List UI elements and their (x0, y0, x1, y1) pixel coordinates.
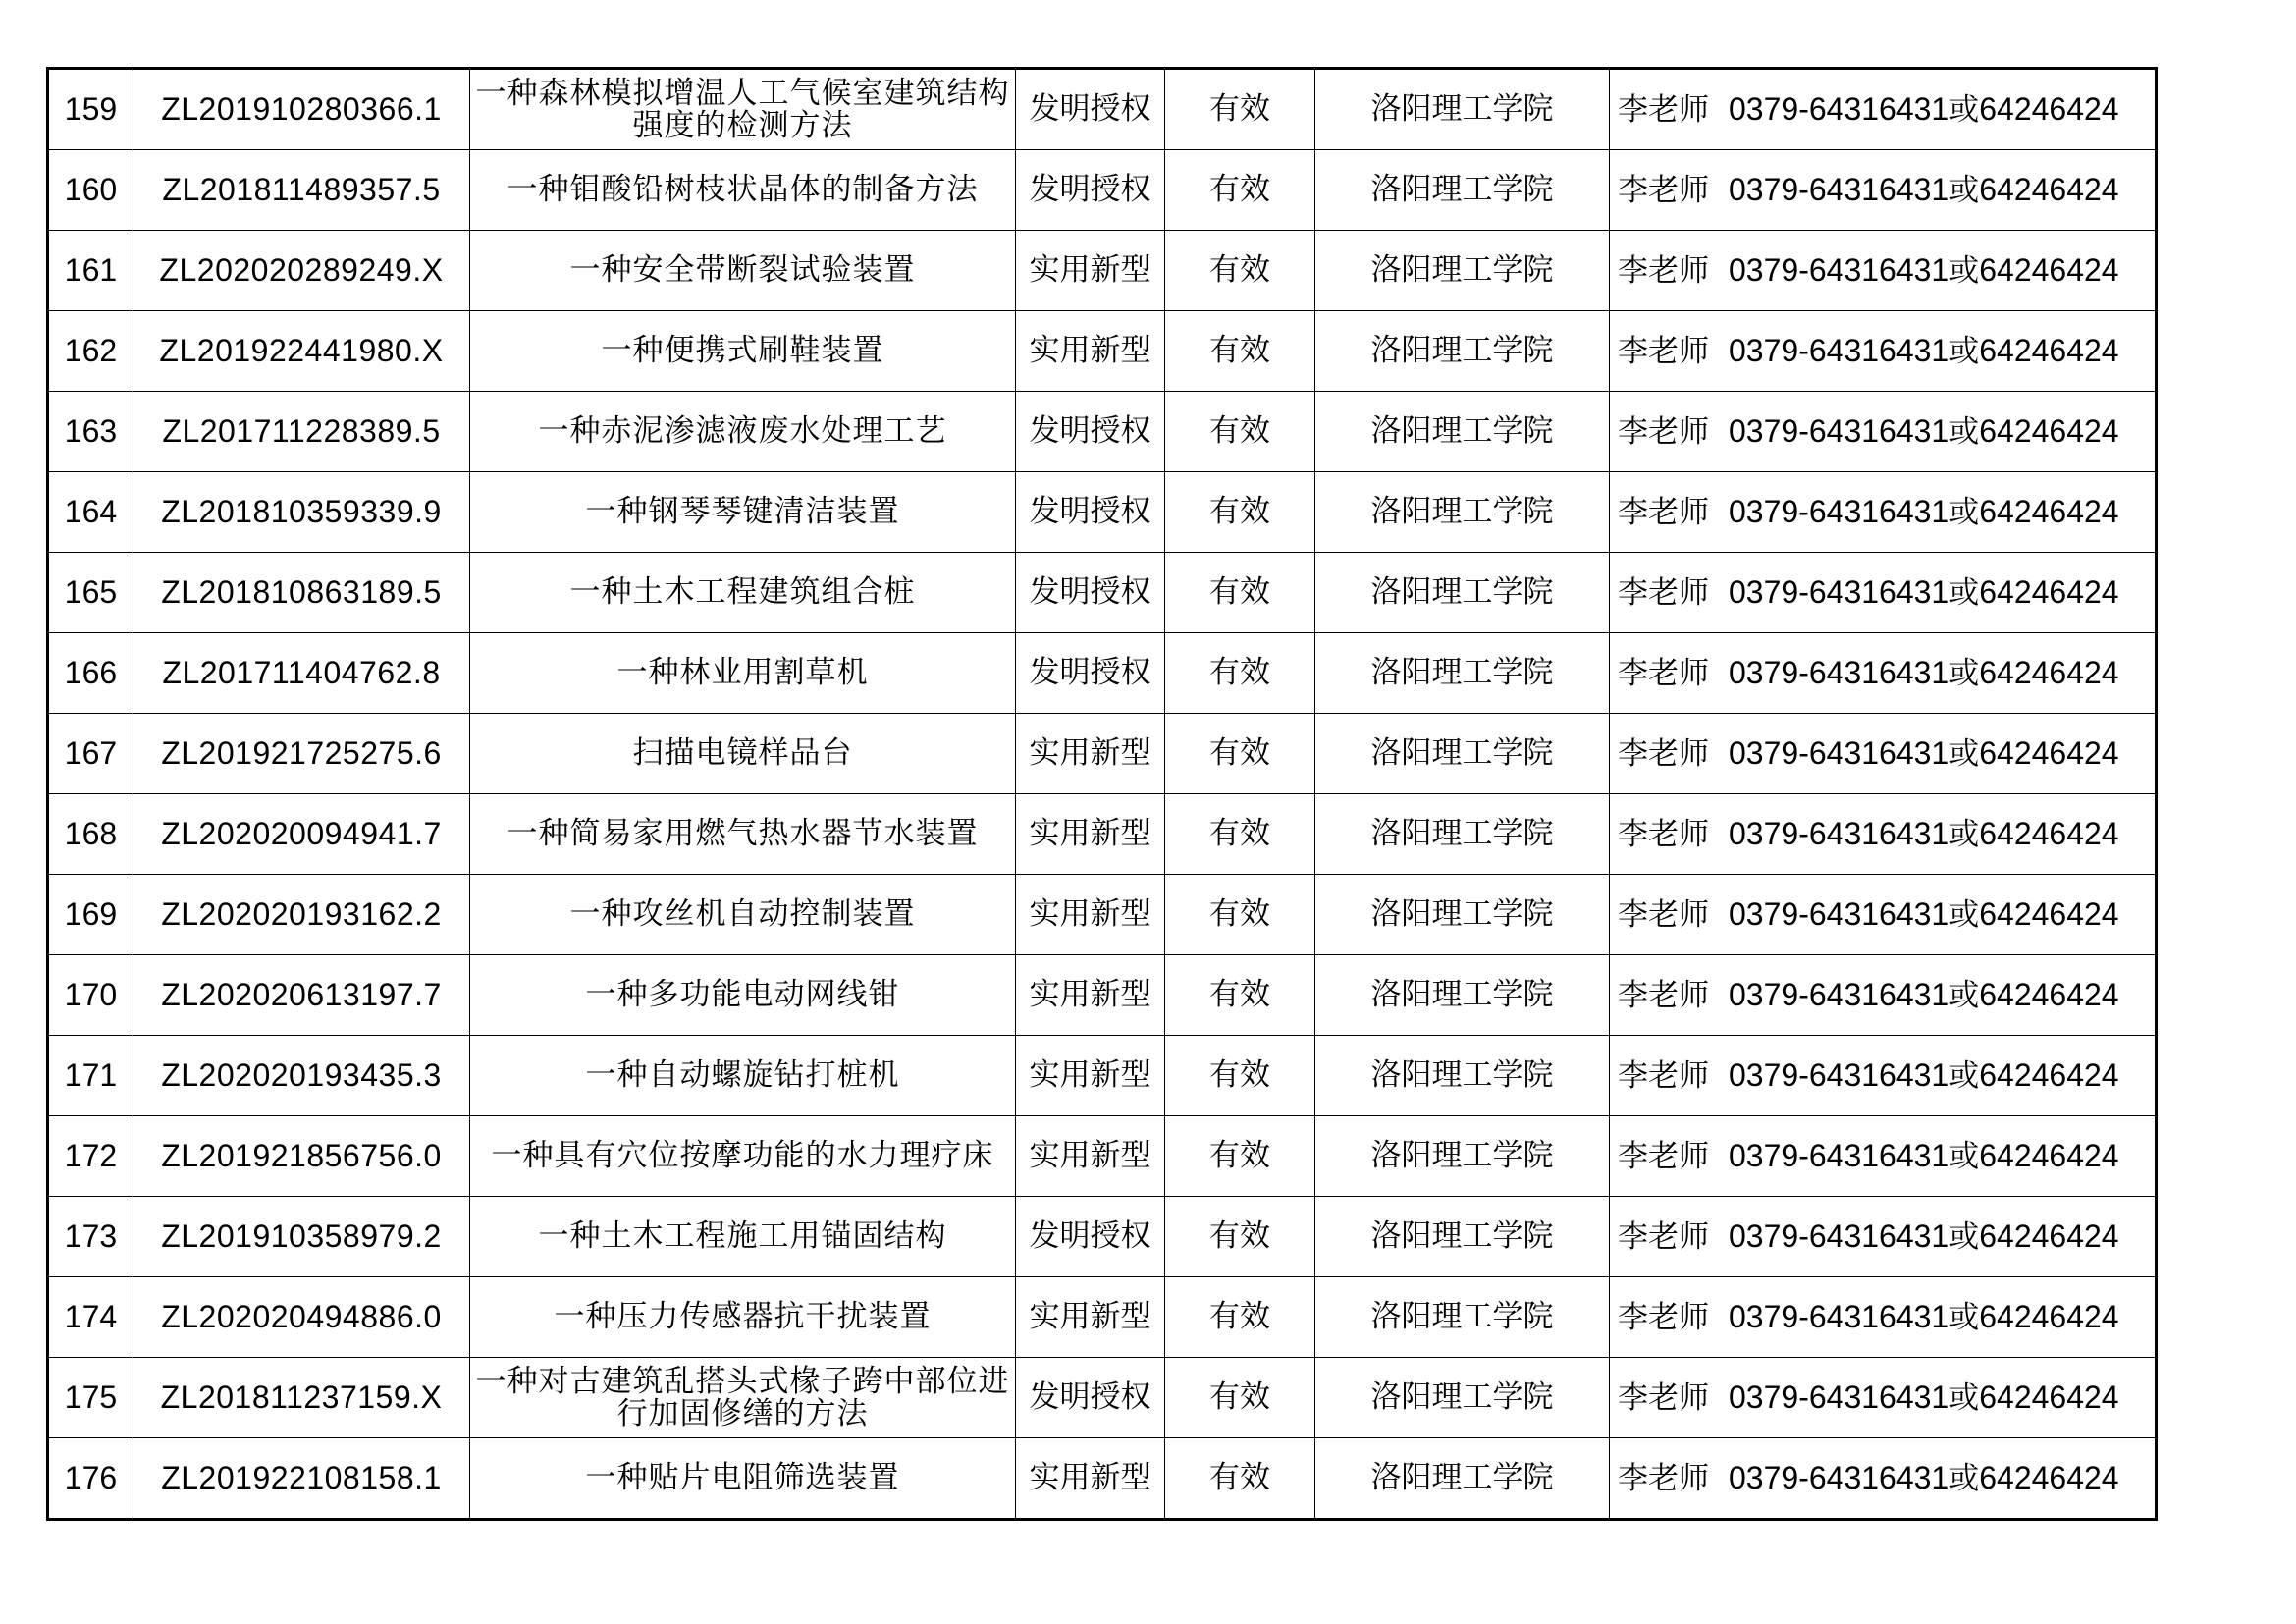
contact-person: 李老师 (1618, 1460, 1709, 1496)
contact-phone-secondary: 64246424 (1979, 1379, 2119, 1415)
legal-status: 有效 (1165, 392, 1315, 472)
contact-or: 或 (1949, 735, 1980, 772)
patent-holder: 洛阳理工学院 (1315, 472, 1610, 553)
patent-name: 一种对古建筑乱搭头式椽子跨中部位进行加固修缮的方法 (470, 1358, 1016, 1438)
patent-type: 实用新型 (1016, 1116, 1165, 1197)
patent-type: 发明授权 (1016, 69, 1165, 150)
contact-cell (1610, 69, 2157, 150)
table-row (48, 1438, 2157, 1520)
contact-phone-secondary: 64246424 (1979, 976, 2119, 1012)
patent-type: 实用新型 (1016, 1277, 1165, 1358)
row-number: 162 (48, 311, 133, 392)
legal-status: 有效 (1165, 714, 1315, 794)
legal-status: 有效 (1165, 1036, 1315, 1116)
patent-type: 发明授权 (1016, 392, 1165, 472)
legal-status: 有效 (1165, 1277, 1315, 1358)
patent-number: ZL201810863189.5 (133, 553, 470, 633)
contact-or: 或 (1949, 1380, 1980, 1416)
legal-status: 有效 (1165, 794, 1315, 875)
patent-holder: 洛阳理工学院 (1315, 1358, 1610, 1438)
patent-type: 实用新型 (1016, 1438, 1165, 1520)
patent-name: 一种自动螺旋钻打桩机 (470, 1036, 1016, 1116)
patent-number: ZL201921856756.0 (133, 1116, 470, 1197)
patent-number: ZL201921725275.6 (133, 714, 470, 794)
patent-name: 一种简易家用燃气热水器节水装置 (470, 794, 1016, 875)
contact-cell (1610, 311, 2157, 392)
contact-or: 或 (1949, 252, 1980, 289)
table-row (48, 69, 2157, 150)
patent-type: 实用新型 (1016, 955, 1165, 1036)
patent-number: ZL201711404762.8 (133, 633, 470, 714)
contact-or: 或 (1949, 1218, 1980, 1255)
table-row (48, 794, 2157, 875)
patent-type: 实用新型 (1016, 794, 1165, 875)
contact-person: 李老师 (1618, 1299, 1709, 1335)
table-row (48, 231, 2157, 311)
table-row (48, 714, 2157, 794)
row-number: 173 (48, 1197, 133, 1277)
contact-phone-secondary: 64246424 (1979, 573, 2119, 610)
table-row (48, 150, 2157, 231)
row-number: 171 (48, 1036, 133, 1116)
patent-type: 实用新型 (1016, 231, 1165, 311)
contact-phone-primary: 0379-64316431 (1729, 412, 1949, 449)
row-number: 161 (48, 231, 133, 311)
contact-or: 或 (1949, 977, 1980, 1013)
contact-cell (1610, 1277, 2157, 1358)
row-number: 164 (48, 472, 133, 553)
contact-cell (1610, 1358, 2157, 1438)
contact-person: 李老师 (1618, 91, 1709, 128)
patent-holder: 洛阳理工学院 (1315, 714, 1610, 794)
contact-cell (1610, 633, 2157, 714)
patent-name: 一种贴片电阻筛选装置 (470, 1438, 1016, 1520)
contact-person: 李老师 (1618, 172, 1709, 208)
legal-status: 有效 (1165, 1438, 1315, 1520)
patent-holder: 洛阳理工学院 (1315, 633, 1610, 714)
contact-phone-primary: 0379-64316431 (1729, 734, 1949, 771)
contact-phone-primary: 0379-64316431 (1729, 1056, 1949, 1093)
legal-status: 有效 (1165, 231, 1315, 311)
patent-type: 实用新型 (1016, 714, 1165, 794)
patent-number: ZL202020193162.2 (133, 875, 470, 955)
contact-or: 或 (1949, 896, 1980, 933)
contact-or: 或 (1949, 574, 1980, 611)
patent-number: ZL202020094941.7 (133, 794, 470, 875)
contact-phone-secondary: 64246424 (1979, 1459, 2119, 1495)
table-row (48, 553, 2157, 633)
table-row (48, 1036, 2157, 1116)
patent-name: 一种钼酸铅树枝状晶体的制备方法 (470, 150, 1016, 231)
patent-type: 发明授权 (1016, 472, 1165, 553)
patent-number: ZL201922441980.X (133, 311, 470, 392)
contact-phone-secondary: 64246424 (1979, 654, 2119, 690)
patent-number: ZL202020289249.X (133, 231, 470, 311)
patent-holder: 洛阳理工学院 (1315, 150, 1610, 231)
contact-cell (1610, 1036, 2157, 1116)
patent-name: 一种土木工程施工用锚固结构 (470, 1197, 1016, 1277)
contact-phone-primary: 0379-64316431 (1729, 1137, 1949, 1173)
patent-rows (48, 69, 2157, 1520)
contact-person: 李老师 (1618, 735, 1709, 772)
patent-holder: 洛阳理工学院 (1315, 392, 1610, 472)
contact-phone-secondary: 64246424 (1979, 90, 2119, 127)
patent-type: 实用新型 (1016, 311, 1165, 392)
patent-type: 发明授权 (1016, 1197, 1165, 1277)
row-number: 172 (48, 1116, 133, 1197)
patent-holder: 洛阳理工学院 (1315, 1438, 1610, 1520)
legal-status: 有效 (1165, 875, 1315, 955)
contact-or: 或 (1949, 655, 1980, 691)
table-row (48, 472, 2157, 553)
contact-phone-secondary: 64246424 (1979, 1298, 2119, 1334)
row-number: 176 (48, 1438, 133, 1520)
patent-holder: 洛阳理工学院 (1315, 311, 1610, 392)
row-number: 167 (48, 714, 133, 794)
patent-type: 发明授权 (1016, 553, 1165, 633)
patent-holder: 洛阳理工学院 (1315, 1116, 1610, 1197)
patent-holder: 洛阳理工学院 (1315, 1036, 1610, 1116)
contact-person: 李老师 (1618, 333, 1709, 369)
contact-cell (1610, 231, 2157, 311)
contact-phone-primary: 0379-64316431 (1729, 976, 1949, 1012)
contact-phone-primary: 0379-64316431 (1729, 1379, 1949, 1415)
contact-cell (1610, 472, 2157, 553)
contact-cell (1610, 1438, 2157, 1520)
row-number: 174 (48, 1277, 133, 1358)
contact-person: 李老师 (1618, 1218, 1709, 1255)
patent-holder: 洛阳理工学院 (1315, 69, 1610, 150)
contact-or: 或 (1949, 413, 1980, 450)
contact-phone-secondary: 64246424 (1979, 171, 2119, 207)
contact-person: 李老师 (1618, 413, 1709, 450)
patent-name: 一种攻丝机自动控制装置 (470, 875, 1016, 955)
contact-phone-secondary: 64246424 (1979, 1056, 2119, 1093)
contact-phone-secondary: 64246424 (1979, 251, 2119, 288)
contact-or: 或 (1949, 333, 1980, 369)
contact-phone-primary: 0379-64316431 (1729, 251, 1949, 288)
contact-phone-primary: 0379-64316431 (1729, 654, 1949, 690)
contact-phone-secondary: 64246424 (1979, 734, 2119, 771)
contact-person: 李老师 (1618, 896, 1709, 933)
row-number: 170 (48, 955, 133, 1036)
contact-phone-primary: 0379-64316431 (1729, 1298, 1949, 1334)
patent-type: 实用新型 (1016, 1036, 1165, 1116)
contact-or: 或 (1949, 1299, 1980, 1335)
contact-cell (1610, 794, 2157, 875)
contact-or: 或 (1949, 494, 1980, 530)
patent-name: 一种赤泥渗滤液废水处理工艺 (470, 392, 1016, 472)
patent-number: ZL201910280366.1 (133, 69, 470, 150)
patent-holder: 洛阳理工学院 (1315, 875, 1610, 955)
patent-number: ZL201922108158.1 (133, 1438, 470, 1520)
contact-phone-secondary: 64246424 (1979, 1137, 2119, 1173)
row-number: 159 (48, 69, 133, 150)
legal-status: 有效 (1165, 150, 1315, 231)
table-row (48, 311, 2157, 392)
contact-phone-primary: 0379-64316431 (1729, 171, 1949, 207)
contact-phone-primary: 0379-64316431 (1729, 332, 1949, 368)
contact-cell (1610, 392, 2157, 472)
patent-name: 一种具有穴位按摩功能的水力理疗床 (470, 1116, 1016, 1197)
contact-phone-secondary: 64246424 (1979, 895, 2119, 932)
contact-cell (1610, 875, 2157, 955)
legal-status: 有效 (1165, 1116, 1315, 1197)
table-row (48, 633, 2157, 714)
legal-status: 有效 (1165, 69, 1315, 150)
patent-type: 发明授权 (1016, 150, 1165, 231)
patent-name: 一种便携式刷鞋装置 (470, 311, 1016, 392)
contact-phone-secondary: 64246424 (1979, 412, 2119, 449)
patent-number: ZL202020193435.3 (133, 1036, 470, 1116)
contact-cell (1610, 1116, 2157, 1197)
contact-phone-secondary: 64246424 (1979, 493, 2119, 529)
patent-number: ZL201811489357.5 (133, 150, 470, 231)
contact-phone-primary: 0379-64316431 (1729, 573, 1949, 610)
patent-name: 一种压力传感器抗干扰装置 (470, 1277, 1016, 1358)
patent-type: 发明授权 (1016, 633, 1165, 714)
patent-holder: 洛阳理工学院 (1315, 1277, 1610, 1358)
row-number: 165 (48, 553, 133, 633)
legal-status: 有效 (1165, 472, 1315, 553)
patent-type: 发明授权 (1016, 1358, 1165, 1438)
contact-phone-primary: 0379-64316431 (1729, 90, 1949, 127)
contact-person: 李老师 (1618, 1380, 1709, 1416)
row-number: 169 (48, 875, 133, 955)
contact-phone-primary: 0379-64316431 (1729, 895, 1949, 932)
table-row (48, 1116, 2157, 1197)
patent-number: ZL201810359339.9 (133, 472, 470, 553)
table-row (48, 392, 2157, 472)
legal-status: 有效 (1165, 553, 1315, 633)
contact-phone-primary: 0379-64316431 (1729, 1459, 1949, 1495)
row-number: 168 (48, 794, 133, 875)
patent-number: ZL201711228389.5 (133, 392, 470, 472)
contact-person: 李老师 (1618, 1057, 1709, 1094)
patent-name: 一种钢琴琴键清洁装置 (470, 472, 1016, 553)
contact-phone-secondary: 64246424 (1979, 1218, 2119, 1254)
contact-cell (1610, 955, 2157, 1036)
contact-person: 李老师 (1618, 1138, 1709, 1174)
contact-person: 李老师 (1618, 252, 1709, 289)
patent-number: ZL202020494886.0 (133, 1277, 470, 1358)
contact-person: 李老师 (1618, 816, 1709, 852)
contact-phone-secondary: 64246424 (1979, 332, 2119, 368)
patent-number: ZL201910358979.2 (133, 1197, 470, 1277)
table-row (48, 1358, 2157, 1438)
patent-name: 一种林业用割草机 (470, 633, 1016, 714)
table-row (48, 955, 2157, 1036)
patent-holder: 洛阳理工学院 (1315, 553, 1610, 633)
contact-or: 或 (1949, 91, 1980, 128)
contact-cell (1610, 553, 2157, 633)
contact-or: 或 (1949, 1460, 1980, 1496)
patent-holder: 洛阳理工学院 (1315, 955, 1610, 1036)
contact-cell (1610, 714, 2157, 794)
legal-status: 有效 (1165, 311, 1315, 392)
patent-table (46, 67, 2158, 1521)
patent-name: 一种安全带断裂试验装置 (470, 231, 1016, 311)
patent-holder: 洛阳理工学院 (1315, 794, 1610, 875)
legal-status: 有效 (1165, 955, 1315, 1036)
patent-holder: 洛阳理工学院 (1315, 231, 1610, 311)
contact-or: 或 (1949, 172, 1980, 208)
row-number: 175 (48, 1358, 133, 1438)
patent-type: 实用新型 (1016, 875, 1165, 955)
table-row (48, 875, 2157, 955)
contact-phone-primary: 0379-64316431 (1729, 815, 1949, 851)
patent-holder: 洛阳理工学院 (1315, 1197, 1610, 1277)
row-number: 166 (48, 633, 133, 714)
contact-person: 李老师 (1618, 977, 1709, 1013)
table-row (48, 1277, 2157, 1358)
contact-or: 或 (1949, 1057, 1980, 1094)
row-number: 160 (48, 150, 133, 231)
contact-or: 或 (1949, 1138, 1980, 1174)
table-row (48, 1197, 2157, 1277)
contact-cell (1610, 1197, 2157, 1277)
patent-name: 一种多功能电动网线钳 (470, 955, 1016, 1036)
patent-number: ZL202020613197.7 (133, 955, 470, 1036)
legal-status: 有效 (1165, 633, 1315, 714)
contact-or: 或 (1949, 816, 1980, 852)
contact-person: 李老师 (1618, 655, 1709, 691)
legal-status: 有效 (1165, 1197, 1315, 1277)
patent-number: ZL201811237159.X (133, 1358, 470, 1438)
contact-person: 李老师 (1618, 574, 1709, 611)
contact-phone-primary: 0379-64316431 (1729, 1218, 1949, 1254)
contact-phone-secondary: 64246424 (1979, 815, 2119, 851)
legal-status: 有效 (1165, 1358, 1315, 1438)
contact-cell (1610, 150, 2157, 231)
patent-name: 扫描电镜样品台 (470, 714, 1016, 794)
row-number: 163 (48, 392, 133, 472)
patent-name: 一种土木工程建筑组合桩 (470, 553, 1016, 633)
contact-phone-primary: 0379-64316431 (1729, 493, 1949, 529)
patent-name: 一种森林模拟增温人工气候室建筑结构强度的检测方法 (470, 69, 1016, 150)
contact-person: 李老师 (1618, 494, 1709, 530)
